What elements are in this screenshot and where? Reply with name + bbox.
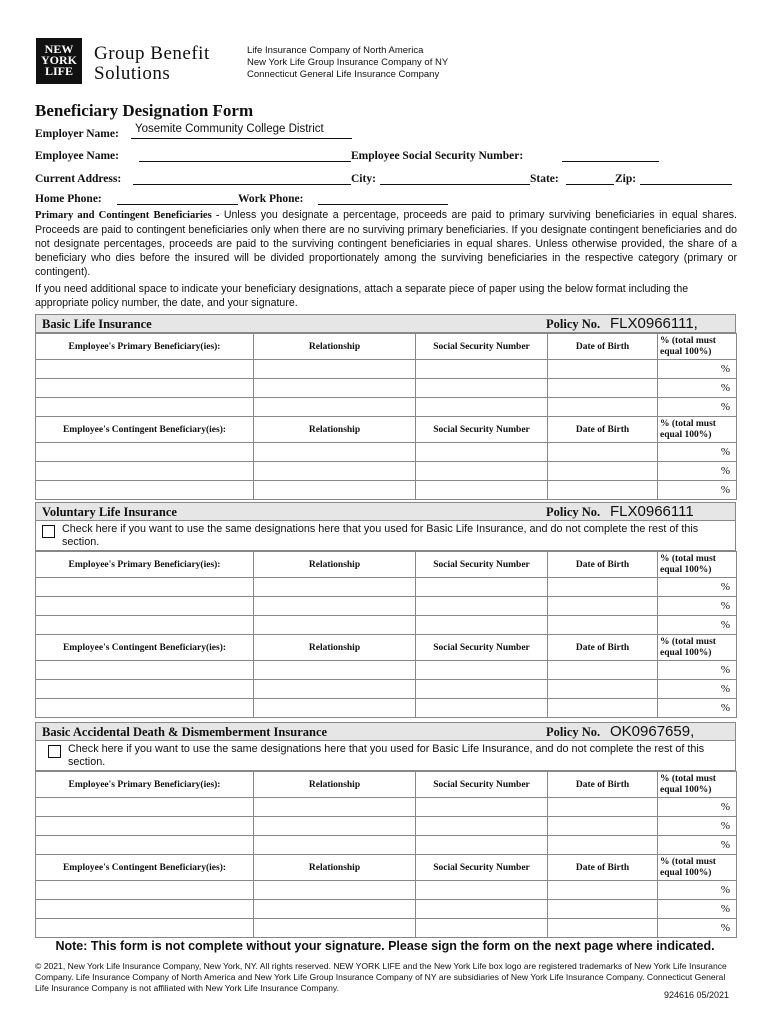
relationship-column-header: Relationship <box>254 772 416 798</box>
relationship-cell[interactable] <box>254 578 416 597</box>
table-row <box>36 919 737 938</box>
city-field[interactable] <box>380 171 530 185</box>
dob-cell[interactable] <box>548 919 658 938</box>
dob-cell[interactable] <box>548 817 658 836</box>
table-row <box>36 481 737 500</box>
dob-cell[interactable] <box>548 578 658 597</box>
dob-column-header: Date of Birth <box>548 334 658 360</box>
dob-cell[interactable] <box>548 836 658 855</box>
percent-column-header: % (total must equal 100%) <box>658 334 737 360</box>
dob-cell[interactable] <box>548 616 658 635</box>
dob-column-header: Date of Birth <box>548 855 658 881</box>
primary-header-row <box>36 334 737 360</box>
relationship-column-header: Relationship <box>254 855 416 881</box>
name-cell[interactable] <box>36 817 254 836</box>
employer-value: Yosemite Community College District <box>135 123 324 135</box>
relationship-cell[interactable] <box>254 597 416 616</box>
logo-line: NEW <box>44 42 74 56</box>
dob-cell[interactable] <box>548 462 658 481</box>
logo-line: LIFE <box>44 64 73 78</box>
percent-cell[interactable]: % <box>658 881 737 900</box>
percent-cell[interactable]: % <box>658 578 737 597</box>
brand-line-1: Group Benefit <box>94 43 210 64</box>
ssn-cell[interactable] <box>416 360 548 379</box>
table-row <box>36 798 737 817</box>
new-york-life-logo <box>36 38 82 84</box>
relationship-cell[interactable] <box>254 379 416 398</box>
name-cell[interactable] <box>36 597 254 616</box>
dob-cell[interactable] <box>548 481 658 500</box>
ssn-cell[interactable] <box>416 817 548 836</box>
copyright-text: © 2021, New York Life Insurance Company, New York, NY. All rights reserved. NEW YORK LIFE and the New York Life box logo are registered trademarks of New York Life Insurance Company. Life Insurance Company of North America and New York Life Group Insurance Company of NY are subsidiaries of New York Life Insurance Company. Connecticut General Life Insurance Company is not affiliated with New York Life Insurance Company. <box>35 961 727 993</box>
city-label: City: <box>351 173 376 185</box>
form-title: Beneficiary Designation Form <box>35 101 254 120</box>
ssn-cell[interactable] <box>416 900 548 919</box>
relationship-cell[interactable] <box>254 398 416 417</box>
relationship-cell[interactable] <box>254 661 416 680</box>
ssn-column-header: Social Security Number <box>416 552 548 578</box>
beneficiary-table <box>35 771 737 938</box>
table-row <box>36 881 737 900</box>
percent-cell[interactable]: % <box>658 597 737 616</box>
relationship-cell[interactable] <box>254 817 416 836</box>
home-phone-label: Home Phone: <box>35 193 102 205</box>
brand-name <box>94 44 210 84</box>
dob-column-header: Date of Birth <box>548 552 658 578</box>
section-header <box>35 314 736 333</box>
table-row <box>36 616 737 635</box>
relationship-cell[interactable] <box>254 360 416 379</box>
same-designation-row <box>35 521 736 551</box>
table-row <box>36 699 737 718</box>
percent-cell[interactable]: % <box>658 817 737 836</box>
table-row <box>36 443 737 462</box>
dob-cell[interactable] <box>548 699 658 718</box>
zip-field[interactable] <box>640 171 732 185</box>
percent-cell[interactable]: % <box>658 900 737 919</box>
percent-cell[interactable]: % <box>658 919 737 938</box>
state-label: State: <box>530 173 559 185</box>
relationship-cell[interactable] <box>254 616 416 635</box>
contingent-column-header: Employee's Contingent Beneficiary(ies): <box>36 417 254 443</box>
relationship-cell[interactable] <box>254 919 416 938</box>
form-code: 924616 05/2021 <box>664 990 730 1000</box>
section-header <box>35 502 736 521</box>
dob-column-header: Date of Birth <box>548 635 658 661</box>
table-row <box>36 597 737 616</box>
dob-cell[interactable] <box>548 680 658 699</box>
policy-label: Policy No. <box>546 317 601 331</box>
section-basic-life <box>35 314 736 500</box>
percent-cell[interactable]: % <box>658 661 737 680</box>
percent-cell[interactable]: % <box>658 443 737 462</box>
section-title: Basic Accidental Death & Dismemberment Insurance <box>42 725 328 739</box>
ssn-cell[interactable] <box>416 836 548 855</box>
name-cell[interactable] <box>36 680 254 699</box>
relationship-cell[interactable] <box>254 481 416 500</box>
name-cell[interactable] <box>36 881 254 900</box>
name-cell[interactable] <box>36 836 254 855</box>
section-header <box>35 722 736 741</box>
employee-name-label: Employee Name: <box>35 150 119 162</box>
percent-cell[interactable]: % <box>658 398 737 417</box>
relationship-cell[interactable] <box>254 680 416 699</box>
dob-column-header: Date of Birth <box>548 417 658 443</box>
name-cell[interactable] <box>36 379 254 398</box>
contingent-column-header: Employee's Contingent Beneficiary(ies): <box>36 635 254 661</box>
relationship-cell[interactable] <box>254 699 416 718</box>
table-row <box>36 578 737 597</box>
table-row <box>36 360 737 379</box>
dob-cell[interactable] <box>548 798 658 817</box>
percent-cell[interactable]: % <box>658 360 737 379</box>
company-name: New York Life Group Insurance Company of NY <box>247 57 449 68</box>
percent-column-header: % (total must equal 100%) <box>658 855 737 881</box>
relationship-cell[interactable] <box>254 900 416 919</box>
policy-number: FLX0966111 <box>610 503 694 520</box>
same-designation-text: Check here if you want to use the same designations here that you used for Basic Life Insurance, and do not complete the rest of this section. <box>68 743 705 768</box>
dob-cell[interactable] <box>548 597 658 616</box>
policy-label: Policy No. <box>546 505 601 519</box>
address-field[interactable] <box>133 171 351 185</box>
ssn-column-header: Social Security Number <box>416 334 548 360</box>
primary-header-row <box>36 552 737 578</box>
ssn-cell[interactable] <box>416 699 548 718</box>
policy-label: Policy No. <box>546 725 601 739</box>
same-designation-row <box>35 741 736 771</box>
percent-cell[interactable]: % <box>658 836 737 855</box>
ssn-cell[interactable] <box>416 919 548 938</box>
percent-cell[interactable]: % <box>658 699 737 718</box>
dob-cell[interactable] <box>548 398 658 417</box>
percent-cell[interactable]: % <box>658 481 737 500</box>
instructions-text: Unless you designate a percentage, proceeds are paid to primary surviving beneficiaries in equal shares. Proceeds are paid to contingent beneficiaries only when there are no surviving primary beneficiaries. If you designate contingent beneficiaries and do not designate percentages, proceeds are paid to the surviving contingent beneficiaries in equal shares. Unless otherwise provided, the share of a beneficiary who dies before the insured will be divided proportionately among the surviving beneficiaries in the respective category (primary or contingent). <box>35 209 737 278</box>
ssn-cell[interactable] <box>416 462 548 481</box>
ssn-column-header: Social Security Number <box>416 772 548 798</box>
beneficiary-table <box>35 551 737 718</box>
percent-column-header: % (total must equal 100%) <box>658 772 737 798</box>
beneficiary-instructions <box>35 208 737 279</box>
relationship-column-header: Relationship <box>254 552 416 578</box>
work-phone-field[interactable] <box>318 191 448 205</box>
percent-cell[interactable]: % <box>658 616 737 635</box>
address-label: Current Address: <box>35 173 122 185</box>
ssn-cell[interactable] <box>416 881 548 900</box>
same-designation-checkbox[interactable] <box>42 525 55 538</box>
name-cell[interactable] <box>36 661 254 680</box>
employee-name-field[interactable] <box>139 148 351 162</box>
ssn-cell[interactable] <box>416 680 548 699</box>
company-name: Connecticut General Life Insurance Company <box>247 69 440 80</box>
ssn-cell[interactable] <box>416 443 548 462</box>
table-row <box>36 379 737 398</box>
name-cell[interactable] <box>36 798 254 817</box>
dob-cell[interactable] <box>548 443 658 462</box>
ssn-cell[interactable] <box>416 798 548 817</box>
employee-ssn-field[interactable] <box>562 148 659 162</box>
table-row <box>36 462 737 481</box>
relationship-cell[interactable] <box>254 443 416 462</box>
primary-header-row <box>36 772 737 798</box>
name-cell[interactable] <box>36 443 254 462</box>
relationship-column-header: Relationship <box>254 334 416 360</box>
section-title: Basic Life Insurance <box>42 317 152 331</box>
name-cell[interactable] <box>36 900 254 919</box>
dob-column-header: Date of Birth <box>548 772 658 798</box>
ssn-cell[interactable] <box>416 597 548 616</box>
additional-space-note: If you need additional space to indicate your beneficiary designations, attach a separate piece of paper using the below format including the appropriate policy number, the date, and your signature. <box>35 283 689 309</box>
ssn-cell[interactable] <box>416 661 548 680</box>
dob-cell[interactable] <box>548 360 658 379</box>
primary-column-header: Employee's Primary Beneficiary(ies): <box>36 552 254 578</box>
dob-cell[interactable] <box>548 661 658 680</box>
ssn-column-header: Social Security Number <box>416 417 548 443</box>
same-designation-checkbox[interactable] <box>48 745 61 758</box>
relationship-cell[interactable] <box>254 836 416 855</box>
percent-column-header: % (total must equal 100%) <box>658 417 737 443</box>
work-phone-label: Work Phone: <box>238 193 304 205</box>
signature-note: Note: This form is not complete without your signature. Please sign the form on the next page where indicated. <box>55 939 715 953</box>
table-row <box>36 680 737 699</box>
dob-cell[interactable] <box>548 900 658 919</box>
percent-cell[interactable]: % <box>658 462 737 481</box>
ssn-column-header: Social Security Number <box>416 635 548 661</box>
company-list <box>247 45 448 81</box>
table-row <box>36 817 737 836</box>
dob-cell[interactable] <box>548 379 658 398</box>
contingent-column-header: Employee's Contingent Beneficiary(ies): <box>36 855 254 881</box>
relationship-cell[interactable] <box>254 881 416 900</box>
company-name: Life Insurance Company of North America <box>247 45 424 56</box>
section-add <box>35 722 736 938</box>
employee-ssn-label: Employee Social Security Number: <box>351 150 524 162</box>
same-designation-text: Check here if you want to use the same designations here that you used for Basic Life Insurance, and do not complete the rest of this section. <box>62 523 699 548</box>
name-cell[interactable] <box>36 481 254 500</box>
table-row <box>36 661 737 680</box>
relationship-column-header: Relationship <box>254 417 416 443</box>
ssn-cell[interactable] <box>416 616 548 635</box>
relationship-column-header: Relationship <box>254 635 416 661</box>
ssn-cell[interactable] <box>416 398 548 417</box>
policy-number: FLX0966111, <box>610 315 698 332</box>
brand-line-2: Solutions <box>94 63 171 84</box>
table-row <box>36 836 737 855</box>
dob-cell[interactable] <box>548 881 658 900</box>
ssn-column-header: Social Security Number <box>416 855 548 881</box>
state-field[interactable] <box>566 171 614 185</box>
contingent-header-row <box>36 635 737 661</box>
section-title: Voluntary Life Insurance <box>42 505 177 519</box>
percent-column-header: % (total must equal 100%) <box>658 552 737 578</box>
name-cell[interactable] <box>36 578 254 597</box>
contingent-header-row <box>36 417 737 443</box>
primary-column-header: Employee's Primary Beneficiary(ies): <box>36 772 254 798</box>
logo-line: YORK <box>41 53 77 67</box>
name-cell[interactable] <box>36 398 254 417</box>
policy-number: OK0967659, <box>610 723 695 740</box>
name-cell[interactable] <box>36 462 254 481</box>
percent-cell[interactable]: % <box>658 379 737 398</box>
beneficiary-table <box>35 333 737 500</box>
section-voluntary-life <box>35 502 736 718</box>
name-cell[interactable] <box>36 360 254 379</box>
name-cell[interactable] <box>36 616 254 635</box>
percent-cell[interactable]: % <box>658 798 737 817</box>
zip-label: Zip: <box>615 173 637 185</box>
ssn-cell[interactable] <box>416 578 548 597</box>
ssn-cell[interactable] <box>416 481 548 500</box>
name-cell[interactable] <box>36 699 254 718</box>
percent-cell[interactable]: % <box>658 680 737 699</box>
primary-column-header: Employee's Primary Beneficiary(ies): <box>36 334 254 360</box>
instructions-heading: Primary and Contingent Beneficiaries - <box>35 210 220 221</box>
contingent-header-row <box>36 855 737 881</box>
table-row <box>36 398 737 417</box>
employer-label: Employer Name: <box>35 128 119 140</box>
relationship-cell[interactable] <box>254 798 416 817</box>
name-cell[interactable] <box>36 919 254 938</box>
percent-column-header: % (total must equal 100%) <box>658 635 737 661</box>
relationship-cell[interactable] <box>254 462 416 481</box>
table-row <box>36 900 737 919</box>
ssn-cell[interactable] <box>416 379 548 398</box>
home-phone-field[interactable] <box>117 191 238 205</box>
